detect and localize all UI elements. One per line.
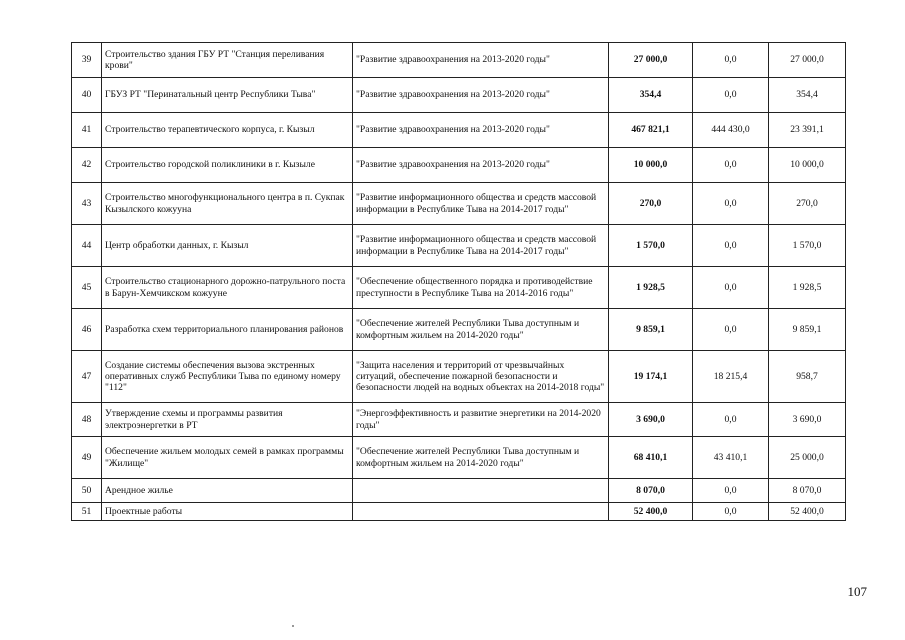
object-name: Арендное жилье xyxy=(102,479,353,503)
federal-amount: 18 215,4 xyxy=(693,351,769,403)
program-name: "Развитие здравоохранения на 2013-2020 годы" xyxy=(353,43,609,78)
republic-amount: 1 570,0 xyxy=(769,225,846,267)
federal-amount: 0,0 xyxy=(693,78,769,113)
object-name: Центр обработки данных, г. Кызыл xyxy=(102,225,353,267)
budget-table xyxy=(71,42,846,521)
table-row xyxy=(72,225,846,267)
object-name: Строительство городской поликлиники в г. Кызыле xyxy=(102,148,353,183)
republic-amount: 25 000,0 xyxy=(769,437,846,479)
row-number: 43 xyxy=(72,183,102,225)
federal-amount: 0,0 xyxy=(693,309,769,351)
program-name: "Развитие информационного общества и средств массовой информации в Республике Тыва на 2014-2017 годы" xyxy=(353,225,609,267)
object-name: Строительство терапевтического корпуса, г. Кызыл xyxy=(102,113,353,148)
total-amount: 19 174,1 xyxy=(609,351,693,403)
federal-amount: 0,0 xyxy=(693,43,769,78)
republic-amount: 3 690,0 xyxy=(769,403,846,437)
program-name: "Энергоэффективность и развитие энергетики на 2014-2020 годы" xyxy=(353,403,609,437)
republic-amount: 27 000,0 xyxy=(769,43,846,78)
total-amount: 10 000,0 xyxy=(609,148,693,183)
row-number: 48 xyxy=(72,403,102,437)
total-amount: 1 928,5 xyxy=(609,267,693,309)
total-amount: 270,0 xyxy=(609,183,693,225)
republic-amount: 8 070,0 xyxy=(769,479,846,503)
republic-amount: 270,0 xyxy=(769,183,846,225)
total-amount: 354,4 xyxy=(609,78,693,113)
program-name: "Обеспечение жителей Республики Тыва доступным и комфортным жильем на 2014-2020 годы" xyxy=(353,309,609,351)
scan-speck xyxy=(292,625,294,627)
row-number: 41 xyxy=(72,113,102,148)
row-number: 46 xyxy=(72,309,102,351)
program-name: "Развитие здравоохранения на 2013-2020 годы" xyxy=(353,148,609,183)
federal-amount: 0,0 xyxy=(693,225,769,267)
republic-amount: 1 928,5 xyxy=(769,267,846,309)
table-row xyxy=(72,113,846,148)
federal-amount: 0,0 xyxy=(693,479,769,503)
program-name xyxy=(353,503,609,521)
republic-amount: 52 400,0 xyxy=(769,503,846,521)
republic-amount: 23 391,1 xyxy=(769,113,846,148)
page-number: 107 xyxy=(847,584,867,599)
table-row xyxy=(72,479,846,503)
row-number: 40 xyxy=(72,78,102,113)
object-name: Создание системы обеспечения вызова экстренных оперативных служб Республики Тыва по единому номеру "112" xyxy=(102,351,353,403)
object-name: Утверждение схемы и программы развития электроэнергетки в РТ xyxy=(102,403,353,437)
total-amount: 467 821,1 xyxy=(609,113,693,148)
object-name: Строительство стационарного дорожно-патрульного поста в Барун-Хемчикском кожууне xyxy=(102,267,353,309)
republic-amount: 354,4 xyxy=(769,78,846,113)
object-name: Строительство многофункционального центра в п. Сукпак Кызылского кожууна xyxy=(102,183,353,225)
federal-amount: 0,0 xyxy=(693,403,769,437)
row-number: 44 xyxy=(72,225,102,267)
program-name: "Развитие здравоохранения на 2013-2020 годы" xyxy=(353,78,609,113)
total-amount: 8 070,0 xyxy=(609,479,693,503)
row-number: 51 xyxy=(72,503,102,521)
federal-amount: 444 430,0 xyxy=(693,113,769,148)
program-name: "Защита населения и территорий от чрезвычайных ситуаций, обеспечение пожарной безопасности и безопасности людей на водных объектах на 2014-2018 годы" xyxy=(353,351,609,403)
object-name: Строительство здания ГБУ РТ "Станция переливания крови" xyxy=(102,43,353,78)
table-row xyxy=(72,437,846,479)
table-row xyxy=(72,403,846,437)
total-amount: 3 690,0 xyxy=(609,403,693,437)
federal-amount: 0,0 xyxy=(693,267,769,309)
table-row xyxy=(72,503,846,521)
table-row xyxy=(72,267,846,309)
program-name: "Обеспечение общественного порядка и противодействие преступности в Республике Тыва на 2014-2016 годы" xyxy=(353,267,609,309)
object-name: Разработка схем территориального планирования районов xyxy=(102,309,353,351)
program-name: "Развитие здравоохранения на 2013-2020 годы" xyxy=(353,113,609,148)
program-name: "Обеспечение жителей Республики Тыва доступным и комфортным жильем на 2014-2020 годы" xyxy=(353,437,609,479)
table-row xyxy=(72,183,846,225)
table-body xyxy=(72,43,846,521)
republic-amount: 10 000,0 xyxy=(769,148,846,183)
table-row xyxy=(72,351,846,403)
table-row xyxy=(72,43,846,78)
federal-amount: 0,0 xyxy=(693,183,769,225)
program-name xyxy=(353,479,609,503)
program-name: "Развитие информационного общества и средств массовой информации в Республике Тыва на 2014-2017 годы" xyxy=(353,183,609,225)
total-amount: 27 000,0 xyxy=(609,43,693,78)
federal-amount: 0,0 xyxy=(693,503,769,521)
total-amount: 9 859,1 xyxy=(609,309,693,351)
object-name: Проектные работы xyxy=(102,503,353,521)
total-amount: 1 570,0 xyxy=(609,225,693,267)
row-number: 45 xyxy=(72,267,102,309)
table-row xyxy=(72,78,846,113)
total-amount: 68 410,1 xyxy=(609,437,693,479)
row-number: 42 xyxy=(72,148,102,183)
object-name: ГБУЗ РТ "Перинатальный центр Республики Тыва" xyxy=(102,78,353,113)
table-row xyxy=(72,148,846,183)
federal-amount: 0,0 xyxy=(693,148,769,183)
total-amount: 52 400,0 xyxy=(609,503,693,521)
row-number: 50 xyxy=(72,479,102,503)
table-row xyxy=(72,309,846,351)
federal-amount: 43 410,1 xyxy=(693,437,769,479)
republic-amount: 958,7 xyxy=(769,351,846,403)
row-number: 47 xyxy=(72,351,102,403)
row-number: 49 xyxy=(72,437,102,479)
row-number: 39 xyxy=(72,43,102,78)
republic-amount: 9 859,1 xyxy=(769,309,846,351)
object-name: Обеспечение жильем молодых семей в рамках программы "Жилище" xyxy=(102,437,353,479)
